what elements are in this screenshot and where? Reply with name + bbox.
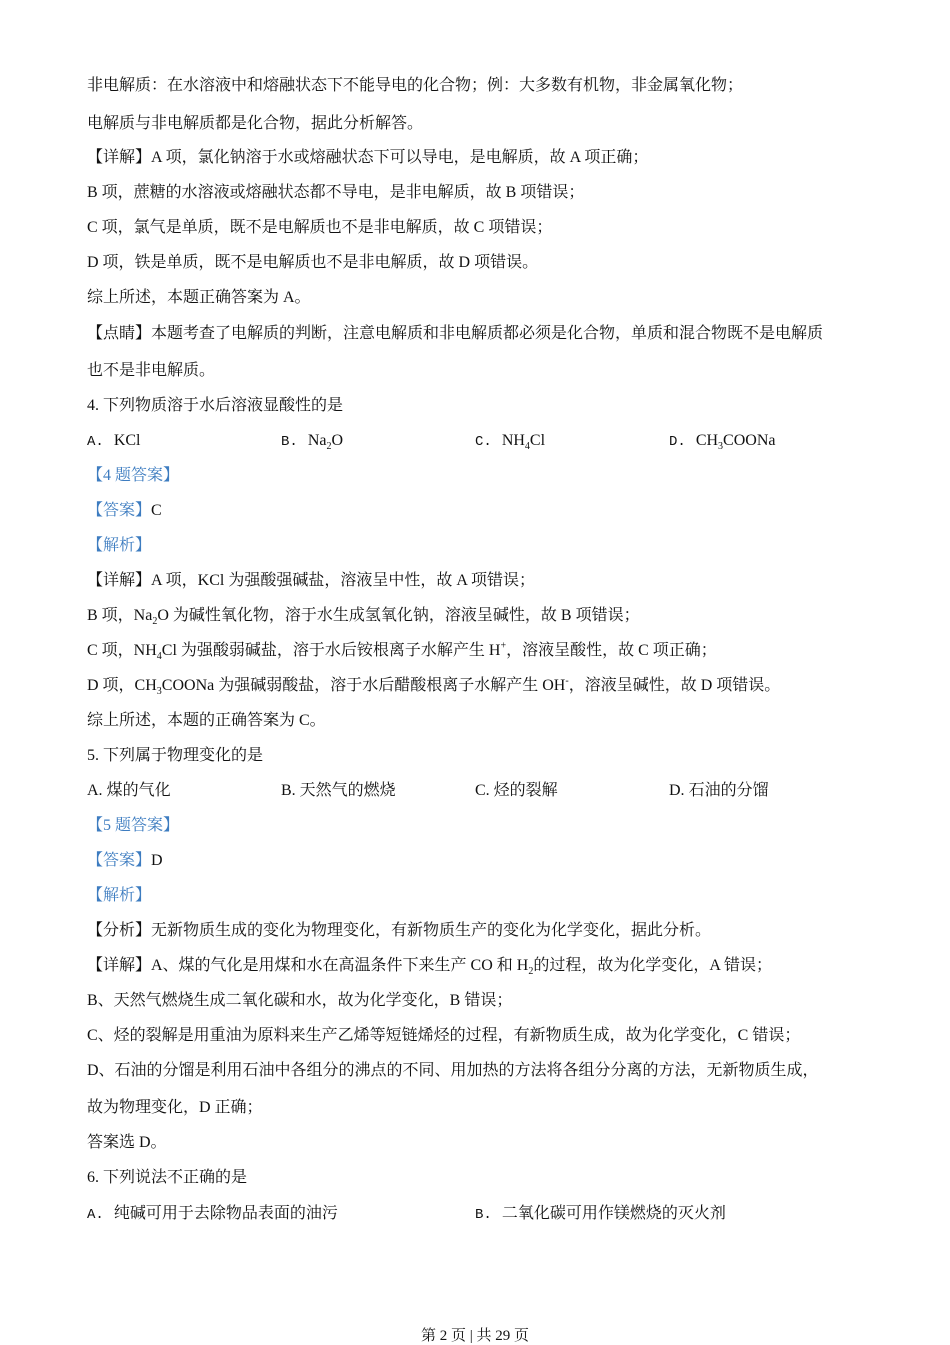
superscript: + — [500, 640, 507, 652]
answer-option — [475, 431, 545, 452]
option-label: A. — [87, 1207, 104, 1223]
text-line — [87, 746, 263, 766]
text-run: 天然气的燃烧 — [299, 782, 396, 799]
page-footer: 第 2 页 | 共 29 页 — [420, 1328, 529, 1344]
text-run: D 项，铁是单质，既不是电解质也不是非电解质，故 D 项错误。 — [87, 254, 539, 271]
answer-option — [475, 781, 558, 801]
answer-option — [87, 431, 140, 452]
text-run: B 项，Na — [87, 607, 153, 624]
section-tag: 【答案】 — [87, 502, 152, 519]
text-run: C 项，氯气是单质，既不是电解质也不是非电解质，故 C 项错误； — [87, 219, 553, 236]
section-tag: 【5 题答案】 — [87, 817, 180, 834]
option-label: A. — [87, 434, 104, 450]
subscript: 4 — [156, 651, 162, 663]
text-run: 【详解】A 项，KCl 为强酸强碱盐，溶液呈中性，故 A 项错误； — [87, 572, 536, 589]
text-run: 的过程，故为化学变化，A 错误； — [533, 957, 773, 974]
text-run: Cl — [529, 432, 546, 449]
text-line — [87, 76, 743, 96]
text-run: 电解质与非电解质都是化合物，据此分析解答。 — [87, 115, 424, 132]
text-run: B 项，蔗糖的水溶液或熔融状态都不导电，是非电解质，故 B 项错误； — [87, 184, 585, 201]
answer-option — [669, 781, 769, 801]
text-line — [87, 114, 423, 134]
text-run: D、石油的分馏是利用石油中各组分的沸点的不同、用加热的方法将各组分分离的方法，无新物质生成， — [87, 1062, 819, 1079]
subscript: 2 — [528, 966, 534, 978]
text-run: KCl — [113, 432, 141, 449]
superscript: - — [565, 675, 569, 687]
text-run: CH — [695, 432, 719, 449]
text-run: 5. 下列属于物理变化的是 — [87, 747, 264, 764]
text-run: 【分析】无新物质生成的变化为物理变化，有新物质生产的变化为化学变化，据此分析。 — [87, 922, 712, 939]
text-run: 纯碱可用于去除物品表面的油污 — [113, 1205, 338, 1222]
text-line — [87, 253, 538, 273]
text-run: Na — [307, 432, 327, 449]
text-line — [87, 641, 717, 661]
section-tag: 【4 题答案】 — [87, 467, 180, 484]
text-run: NH — [501, 432, 525, 449]
text-run: 【详解】A 项，氯化钠溶于水或熔融状态下可以导电，是电解质，故 A 项正确； — [87, 149, 649, 166]
text-line — [87, 921, 711, 941]
option-label: C. — [475, 434, 492, 450]
text-line — [87, 1133, 167, 1153]
text-run: 4. 下列物质溶于水后溶液显酸性的是 — [87, 397, 344, 414]
text-run: ，溶液呈酸性，故 C 项正确； — [506, 642, 717, 659]
text-run: C 项，NH — [87, 642, 157, 659]
text-run: 【详解】A、煤的气化是用煤和水在高温条件下来生产 CO 和 H — [87, 957, 529, 974]
option-label: B. — [475, 1207, 492, 1223]
text-line — [87, 218, 552, 238]
text-line — [87, 956, 772, 976]
text-run: 也不是非电解质。 — [87, 362, 216, 379]
subscript: 2 — [152, 616, 158, 628]
text-run: 烃的裂解 — [493, 782, 558, 799]
text-line — [87, 501, 162, 521]
answer-option — [669, 431, 775, 452]
text-run: 综上所述，本题的正确答案为 C。 — [87, 712, 326, 729]
text-run: 答案选 D。 — [87, 1134, 167, 1151]
text-line — [87, 816, 179, 836]
text-line — [87, 324, 823, 344]
subscript: 4 — [524, 441, 530, 453]
text-line — [87, 606, 640, 626]
option-label: B. — [281, 434, 298, 450]
text-run: O — [331, 432, 344, 449]
text-line — [87, 288, 311, 308]
text-run: 石油的分馏 — [688, 782, 769, 799]
subscript: 2 — [326, 441, 332, 453]
subscript: 3 — [156, 686, 162, 698]
text-run: C — [151, 502, 162, 519]
option-label: B. — [281, 782, 296, 799]
text-line — [87, 851, 163, 871]
text-run: 【点睛】本题考查了电解质的判断，注意电解质和非电解质都必须是化合物，单质和混合物既不是电解质 — [87, 325, 824, 342]
answer-option — [281, 431, 343, 452]
text-line — [87, 1098, 263, 1118]
option-label: A. — [87, 782, 103, 799]
answer-option — [87, 781, 171, 801]
option-label: D. — [669, 782, 685, 799]
text-line — [87, 1061, 819, 1081]
section-tag: 【答案】 — [87, 852, 152, 869]
text-line — [87, 361, 215, 381]
text-run: 6. 下列说法不正确的是 — [87, 1169, 248, 1186]
text-run: C、烃的裂解是用重油为原料来生产乙烯等短链烯烃的过程，有新物质生成，故为化学变化，C 错误； — [87, 1027, 801, 1044]
text-run: COONa 为强碱弱酸盐，溶于水后醋酸根离子水解产生 OH — [161, 677, 566, 694]
option-label: D. — [669, 434, 686, 450]
text-run: ，溶液呈碱性，故 D 项错误。 — [568, 677, 781, 694]
text-line — [87, 991, 512, 1011]
text-run: D 项，CH — [87, 677, 157, 694]
option-label: C. — [475, 782, 490, 799]
answer-option — [281, 781, 396, 801]
text-line — [87, 466, 179, 486]
text-run: 故为物理变化，D 正确； — [87, 1099, 263, 1116]
text-line — [87, 571, 535, 591]
text-line — [87, 148, 648, 168]
text-run: B、天然气燃烧生成二氧化碳和水，故为化学变化，B 错误； — [87, 992, 513, 1009]
text-run: 二氧化碳可用作镁燃烧的灭火剂 — [501, 1205, 726, 1222]
text-line — [87, 711, 326, 731]
text-line — [87, 536, 151, 556]
text-line — [87, 886, 151, 906]
text-line — [87, 1168, 247, 1188]
subscript: 3 — [718, 441, 724, 453]
text-line — [87, 396, 343, 416]
text-line — [87, 676, 780, 696]
text-line — [87, 183, 584, 203]
section-tag: 【解析】 — [87, 887, 152, 904]
text-run: 综上所述，本题正确答案为 A。 — [87, 289, 311, 306]
text-run: Cl 为强酸弱碱盐，溶于水后铵根离子水解产生 H — [161, 642, 501, 659]
answer-option — [87, 1204, 338, 1225]
text-run: 煤的气化 — [106, 782, 171, 799]
text-run: D — [151, 852, 163, 869]
text-run: 非电解质：在水溶液中和熔融状态下不能导电的化合物；例：大多数有机物，非金属氧化物； — [87, 77, 744, 94]
answer-option — [475, 1204, 726, 1225]
text-run: COONa — [723, 432, 776, 449]
text-run: O 为碱性氧化物，溶于水生成氢氧化钠，溶液呈碱性，故 B 项错误； — [157, 607, 640, 624]
text-line — [87, 1026, 800, 1046]
section-tag: 【解析】 — [87, 537, 152, 554]
